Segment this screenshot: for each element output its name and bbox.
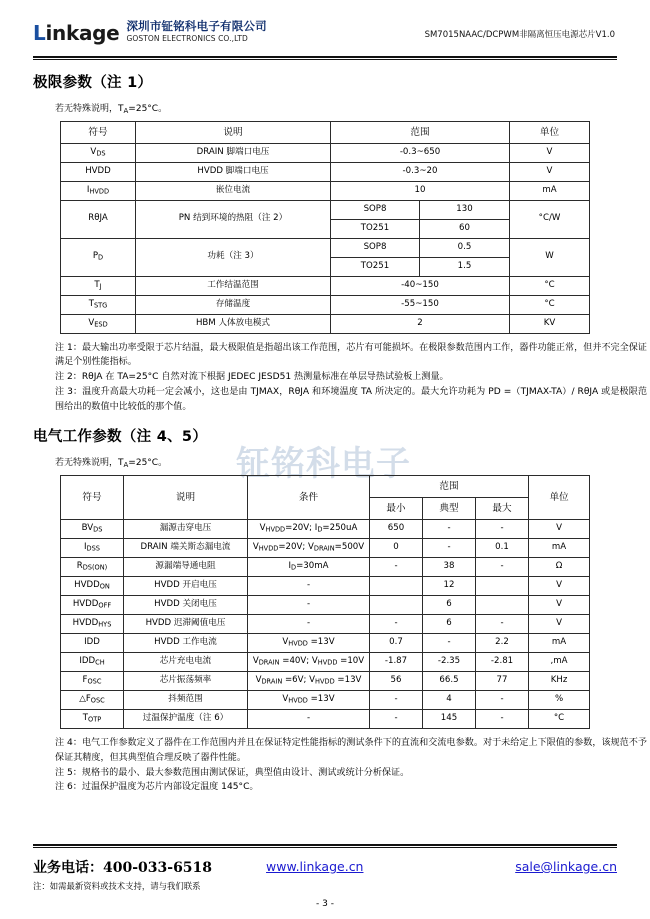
cell-symbol — [61, 276, 136, 295]
table-row — [61, 634, 590, 653]
section1-condition-tail: =25°C。 — [128, 104, 168, 114]
note-3: 注 3：温度升高最大功耗一定会减小，这也是由 TJMAX，RθJA 和环境温度 TA 所决定的。最大允许功耗为 PD =（TJMAX-TA）/ RθJA 或是极限范围给出的数值中比较低的那个值。 — [55, 386, 647, 412]
cell-unit: mA — [510, 181, 590, 200]
cell-unit: KHz — [529, 672, 590, 691]
cell-min: -1.87 — [370, 653, 423, 672]
cell-condition: - — [248, 615, 370, 634]
cell-max: - — [476, 710, 529, 729]
page-footer — [33, 844, 617, 909]
sym-base: T — [94, 279, 100, 290]
col-header-min: 最小 — [370, 498, 423, 520]
cell-symbol — [61, 295, 136, 314]
cell-condition: $I_D=30mA$ — [248, 558, 370, 577]
table-row — [61, 539, 590, 558]
cell-package: TO251 — [331, 257, 420, 276]
footer-website-link[interactable]: www.linkage.cn — [266, 859, 364, 874]
table-row — [61, 653, 590, 672]
cell-description: 过温保护温度（注 6） — [124, 710, 248, 729]
cell-unit: V — [529, 615, 590, 634]
cell-condition: - — [248, 710, 370, 729]
cell-unit: °C — [510, 276, 590, 295]
cell-max: 77 — [476, 672, 529, 691]
section-title-absolute-maximum: 极限参数（注 1） — [33, 75, 153, 91]
cell-range: 60 — [420, 219, 510, 238]
sym-base: P — [92, 251, 99, 262]
cell-condition: $V_{DRAIN} =6V$; $V_{HVDD} =13V$ — [248, 672, 370, 691]
cell-unit: mA — [529, 634, 590, 653]
cell-condition: - — [248, 596, 370, 615]
cell-range: 2 — [331, 314, 510, 333]
table-row — [61, 238, 590, 257]
cell-typ: -2.35 — [423, 653, 476, 672]
cell-range: -40~150 — [331, 276, 510, 295]
note-6: 注 6：过温保护温度为芯片内部设定温度 145°C。 — [55, 782, 259, 793]
footer-phone: 业务电话：400-033-6518 — [33, 860, 213, 876]
note-4: 注 4：电气工作参数定义了器件在工作范围内并且在保证特定性能指标的测试条件下的直流和交流电参数。对于未给定上下限值的参数，该规范不予保证其精度，但其典型值合理反映了器件性能。 — [55, 738, 647, 763]
table-header-row — [61, 121, 590, 143]
cell-symbol — [61, 143, 136, 162]
cell-range: 1.5 — [420, 257, 510, 276]
cell-description: 漏源击穿电压 — [124, 520, 248, 539]
cell-symbol — [61, 181, 136, 200]
col-header-range: 范围 — [331, 121, 510, 143]
cell-condition: $V_{HVDD}=20V$; $V_{DRAIN}=500V$ — [248, 539, 370, 558]
cell-condition: $V_{HVDD}=20V$; $I_D=250uA$ — [248, 520, 370, 539]
col-header-range: 范围 — [370, 476, 529, 498]
cell-condition: $V_{DRAIN} =40V$; $V_{HVDD} =10V$ — [248, 653, 370, 672]
sym-sub: HVDD — [89, 187, 110, 196]
page-header — [33, 0, 617, 53]
document-title: SM7015NAAC/DCPWM非隔离恒压电源芯片V1.0 — [424, 30, 615, 40]
cell-description: 芯片充电电流 — [124, 653, 248, 672]
table-row — [61, 615, 590, 634]
company-name-en: GOSTON ELECTRONICS CO.,LTD — [126, 33, 248, 43]
cell-condition: $V_{HVDD} =13V$ — [248, 691, 370, 710]
cell-typ: 145 — [423, 710, 476, 729]
sym-sub: STG — [93, 301, 108, 310]
cell-description: 嵌位电流 — [136, 181, 331, 200]
cell-max — [476, 596, 529, 615]
watermark-text: 钲铭科电子 — [236, 444, 411, 484]
cell-unit: °C — [510, 295, 590, 314]
footer-email-link[interactable]: sale@linkage.cn — [515, 859, 617, 874]
cell-typ: - — [423, 539, 476, 558]
note-5: 注 5：规格书的最小、最大参数范围由测试保证，典型值由设计、测试或统计分析保证。 — [55, 767, 410, 778]
cell-unit: % — [529, 691, 590, 710]
cell-unit: mA — [529, 539, 590, 558]
cell-max — [476, 577, 529, 596]
cell-range: 130 — [420, 200, 510, 219]
cell-description: 功耗（注 3） — [136, 238, 331, 276]
footer-contact-row — [33, 857, 617, 892]
cell-description: HVDD 迟滞阈值电压 — [124, 615, 248, 634]
cell-condition: $V_{HVDD} =13V$ — [248, 634, 370, 653]
logo-wordmark-rest: inkage — [45, 20, 120, 45]
cell-description: 存储温度 — [136, 295, 331, 314]
cell-typ: 4 — [423, 691, 476, 710]
cell-max: - — [476, 558, 529, 577]
cell-typ: 66.5 — [423, 672, 476, 691]
cell-typ: - — [423, 634, 476, 653]
cell-description: HVDD 开启电压 — [124, 577, 248, 596]
electrical-table-wrap — [60, 475, 617, 729]
cell-symbol: $HVDD_{ON}$ — [61, 577, 124, 596]
note-2: 注 2：RθJA 在 TA=25°C 自然对流下根据 JEDEC JESD51 热测量标准在单层导热试验板上测量。 — [55, 372, 449, 383]
table-row — [61, 295, 590, 314]
cell-unit: ,mA — [529, 653, 590, 672]
electrical-characteristics-table — [60, 475, 590, 729]
company-logo — [33, 17, 267, 43]
footer-divider — [33, 844, 617, 848]
cell-min: 650 — [370, 520, 423, 539]
cell-description: HVDD 工作电流 — [124, 634, 248, 653]
section2-condition-tail: =25°C。 — [128, 458, 168, 469]
cell-condition: - — [248, 577, 370, 596]
cell-unit: V — [510, 143, 590, 162]
cell-min: 0 — [370, 539, 423, 558]
sym-sub: DS — [96, 149, 106, 158]
cell-typ: - — [423, 520, 476, 539]
section-title-electrical-characteristics: 电气工作参数（注 4、5） — [33, 429, 208, 446]
cell-symbol: IDD — [61, 634, 124, 653]
cell-symbol: RθJA — [61, 200, 136, 238]
sym-base: I — [86, 184, 90, 195]
table-row — [61, 143, 590, 162]
cell-symbol: $HVDD_{HYS}$ — [61, 615, 124, 634]
cell-max: -2.81 — [476, 653, 529, 672]
logo-wordmark — [33, 20, 120, 45]
cell-symbol — [61, 314, 136, 333]
cell-package: SOP8 — [331, 238, 420, 257]
cell-typ: 6 — [423, 596, 476, 615]
table-row — [61, 672, 590, 691]
footer-support-note: 注：如需最新资料或技术支持，请与我们联系 — [33, 881, 201, 891]
table-row — [61, 520, 590, 539]
col-header-symbol: 符号 — [61, 476, 124, 520]
cell-description: DRAIN 端关斯态漏电流 — [124, 539, 248, 558]
cell-symbol: $T_{OTP}$ — [61, 710, 124, 729]
sym-sub: J — [99, 282, 102, 291]
section2-condition-text: 若无特殊说明，T — [55, 458, 124, 469]
cell-unit: °C/W — [510, 200, 590, 238]
cell-symbol: $F_{OSC}$ — [61, 672, 124, 691]
cell-symbol: $R_{DS(ON)}$ — [61, 558, 124, 577]
cell-package: SOP8 — [331, 200, 420, 219]
cell-description: PN 结到环境的热阻（注 2） — [136, 200, 331, 238]
cell-unit: KV — [510, 314, 590, 333]
cell-range: -0.3~20 — [331, 162, 510, 181]
table-row — [61, 691, 590, 710]
cell-unit: V — [510, 162, 590, 181]
header-divider — [33, 56, 617, 60]
section1-notes — [55, 341, 647, 415]
cell-package: TO251 — [331, 219, 420, 238]
cell-typ: 38 — [423, 558, 476, 577]
table-row — [61, 276, 590, 295]
cell-unit: V — [529, 596, 590, 615]
cell-description: DRAIN 脚端口电压 — [136, 143, 331, 162]
table-row — [61, 314, 590, 333]
table-row — [61, 200, 590, 219]
cell-range: 10 — [331, 181, 510, 200]
cell-min: - — [370, 615, 423, 634]
section2-condition-sub: A — [123, 461, 129, 470]
absolute-maximum-table-wrap — [60, 121, 617, 334]
cell-typ: 6 — [423, 615, 476, 634]
cell-description: HVDD 关闭电压 — [124, 596, 248, 615]
cell-range: -55~150 — [331, 295, 510, 314]
cell-unit: Ω — [529, 558, 590, 577]
cell-unit: V — [529, 577, 590, 596]
cell-max: 0.1 — [476, 539, 529, 558]
cell-description: 抖频范围 — [124, 691, 248, 710]
cell-range: -0.3~650 — [331, 143, 510, 162]
col-header-unit: 单位 — [529, 476, 590, 520]
sym-sub: D — [98, 253, 104, 262]
cell-unit: V — [529, 520, 590, 539]
table-row — [61, 162, 590, 181]
cell-symbol: $IDD_{CH}$ — [61, 653, 124, 672]
cell-symbol: $\triangle F_{OSC}$ — [61, 691, 124, 710]
logo-wordmark-first-letter: L — [33, 20, 46, 45]
cell-max: - — [476, 520, 529, 539]
cell-description: 芯片振荡频率 — [124, 672, 248, 691]
company-name-cn: 深圳市钲铭科电子有限公司 — [126, 19, 267, 33]
sym-base: T — [88, 298, 94, 309]
col-header-description: 说明 — [136, 121, 331, 143]
cell-min — [370, 577, 423, 596]
table-row — [61, 596, 590, 615]
col-header-symbol: 符号 — [61, 121, 136, 143]
cell-symbol: $I_{DSS}$ — [61, 539, 124, 558]
cell-description: HVDD 脚端口电压 — [136, 162, 331, 181]
cell-symbol: $HVDD_{OFF}$ — [61, 596, 124, 615]
note-1: 注 1：最大输出功率受限于芯片结温，最大极限值是指超出该工作范围，芯片有可能损坏。在极限参数范围内工作，器件功能正常，但并不完全保证满足个别性能指标。 — [55, 342, 647, 368]
sym-sub: ESD — [94, 320, 108, 329]
cell-unit: °C — [529, 710, 590, 729]
section2-notes — [55, 736, 647, 795]
table-row — [61, 181, 590, 200]
cell-range: 0.5 — [420, 238, 510, 257]
col-header-condition: 条件 — [248, 476, 370, 520]
page-number: - 3 - — [316, 899, 334, 909]
cell-description: 源漏端导通电阻 — [124, 558, 248, 577]
cell-min: - — [370, 710, 423, 729]
table-row — [61, 558, 590, 577]
company-name-block — [126, 17, 266, 43]
sym-base: V — [90, 146, 97, 157]
cell-description: 工作结温范围 — [136, 276, 331, 295]
cell-max: - — [476, 615, 529, 634]
cell-min: 56 — [370, 672, 423, 691]
cell-symbol: $BV_{DS}$ — [61, 520, 124, 539]
section2-condition-note — [55, 455, 617, 469]
sym-base: V — [88, 317, 95, 328]
footer-left-block — [33, 857, 212, 892]
cell-min: 0.7 — [370, 634, 423, 653]
cell-min: - — [370, 691, 423, 710]
cell-typ: 12 — [423, 577, 476, 596]
cell-max: 2.2 — [476, 634, 529, 653]
col-header-description: 说明 — [124, 476, 248, 520]
absolute-maximum-ratings-table — [60, 121, 590, 334]
table-row — [61, 710, 590, 729]
section1-condition-text: 若无特殊说明，T — [55, 104, 124, 114]
table-header-row — [61, 476, 590, 498]
col-header-max: 最大 — [476, 498, 529, 520]
section1-condition-note — [55, 101, 617, 115]
cell-description: HBM 人体放电模式 — [136, 314, 331, 333]
cell-symbol: HVDD — [61, 162, 136, 181]
cell-max: - — [476, 691, 529, 710]
section1-condition-sub: A — [123, 106, 129, 115]
table-row — [61, 577, 590, 596]
col-header-typ: 典型 — [423, 498, 476, 520]
cell-min — [370, 596, 423, 615]
cell-unit: W — [510, 238, 590, 276]
cell-symbol — [61, 238, 136, 276]
cell-min: - — [370, 558, 423, 577]
col-header-unit: 单位 — [510, 121, 590, 143]
